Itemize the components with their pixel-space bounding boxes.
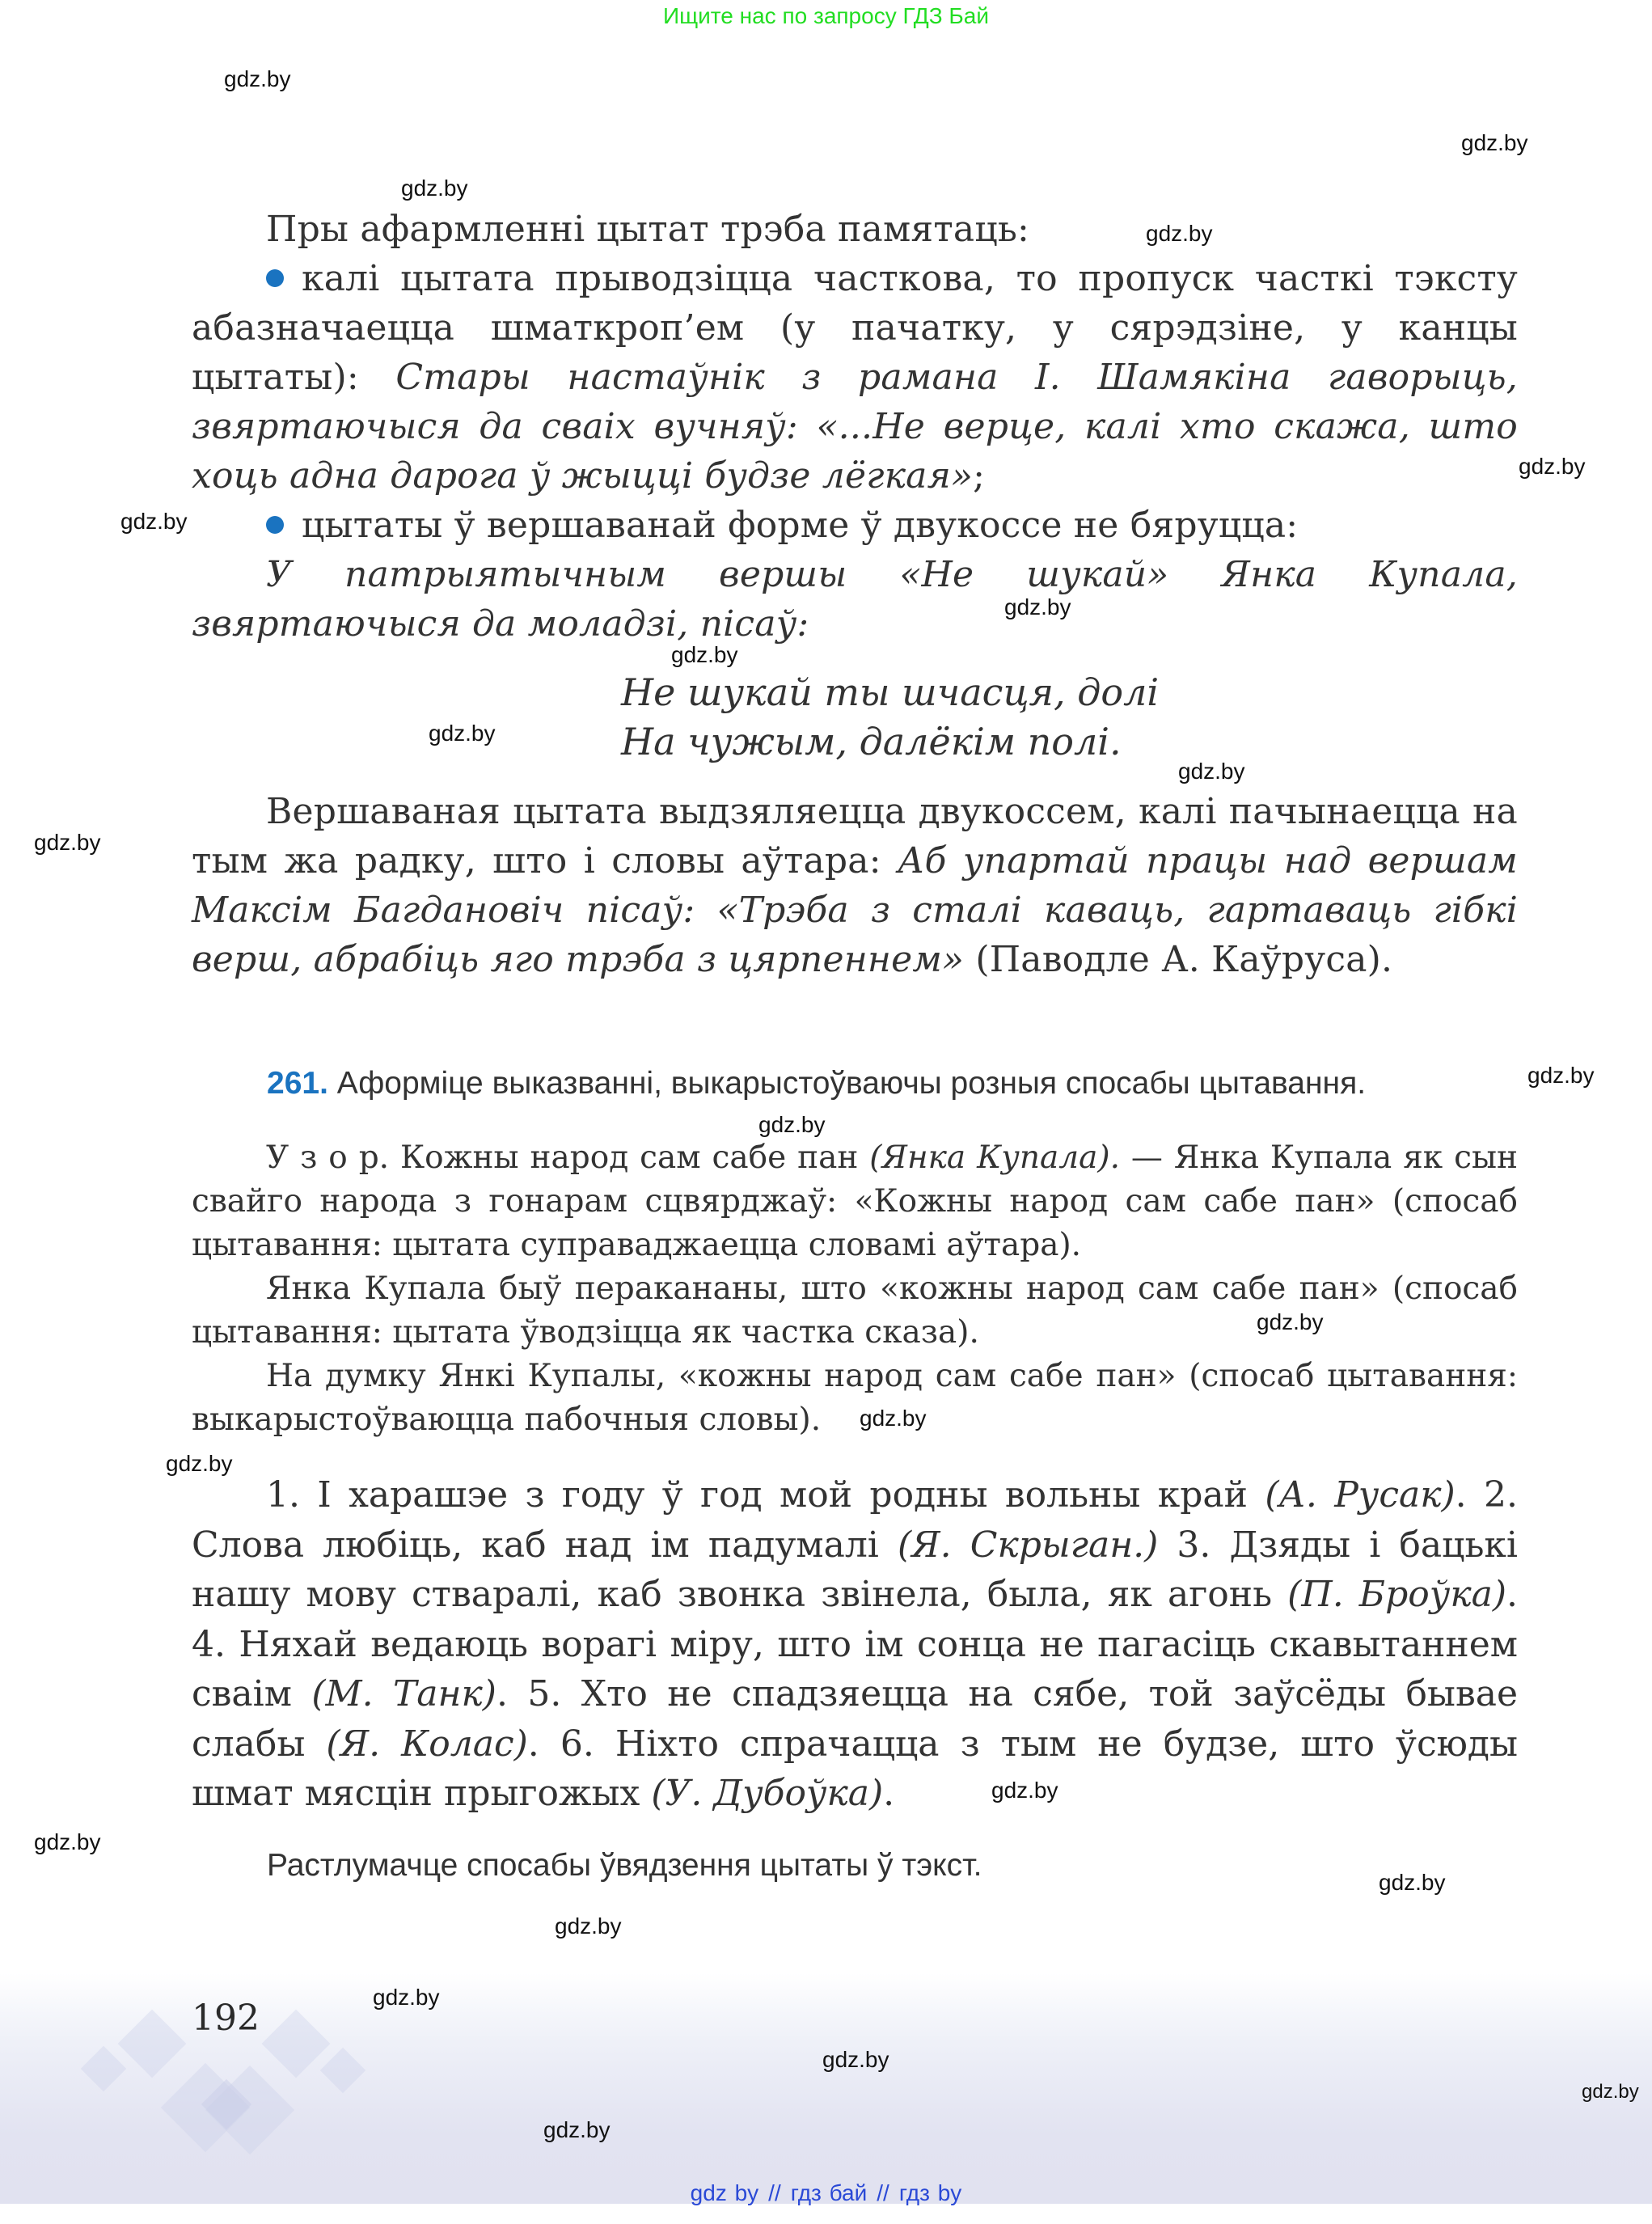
example-quote: У патрыятычным вершы «Не шукай» Янка Купала, звяртаючыся да моладзі, пісаў: [192, 554, 1518, 645]
example-quote: Стары настаўнік з рамана І. Шамякіна гаворыць, звяртаючыся да сваіх вучняў: «...Не верце, калі хто скажа, што хоць адна дарога ў жыцці будзе лёгкая» [192, 357, 1518, 497]
watermark: gdz.by [1582, 2081, 1639, 2103]
page-number: 192 [192, 1998, 260, 2039]
bullet-icon [266, 269, 284, 287]
watermark: gdz.by [1379, 1870, 1446, 1895]
watermark: gdz.by [671, 642, 738, 667]
exercise-sentences [192, 1470, 1518, 1819]
sample-paragraph-3: На думку Янкі Купалы, «кожны народ сам сабе пан» (спосаб цытавання: выкарыстоўваюцца пабочныя словы). [192, 1358, 1518, 1438]
author: (У. Дубоўка) [651, 1773, 884, 1814]
poem-line: Не шукай ты шчасця, долі [621, 670, 1160, 714]
watermark: gdz.by [543, 2117, 611, 2142]
watermark: gdz.by [224, 66, 291, 91]
exercise-instruction: Аформіце выказванні, выкарыстоўваючы розныя спосабы цытавання. [336, 1066, 1367, 1101]
footer-link-gdz-by-cyr[interactable]: гдз by [898, 2180, 962, 2205]
watermark: gdz.by [1178, 759, 1245, 784]
watermark: gdz.by [373, 1985, 440, 2010]
author: (М. Танк) [311, 1673, 496, 1715]
sample-section [192, 1136, 1518, 1442]
example-quote: Аб упартай працы над вершам Максім Багдановіч пісаў: «Трэба з сталі каваць, гартаваць гібкі верш, абрабіць яго трэба з цярпеннем» [192, 840, 1518, 980]
watermark: gdz.by [991, 1778, 1058, 1803]
watermark: gdz.by [1519, 454, 1586, 479]
task-instruction: Растлумачце спосабы ўвядзення цытаты ў тэкст. [267, 1848, 982, 1883]
footer-separator: // [768, 2180, 781, 2205]
watermark: gdz.by [555, 1913, 622, 1939]
watermark: gdz.by [1004, 594, 1071, 619]
sample-paragraph-1: У з о р. Кожны народ сам сабе пан (Янка Купала). — Янка Купала як сын свайго народа з гонарам сцвярджаў: «Кожны народ сам сабе пан» (спосаб цытавання: цытата суправаджаецца словамі аўтара). [192, 1139, 1518, 1263]
sentence: 5. Хто не спадзяецца на сябе, той заўсёды бывае слабы (Я. Колас). [192, 1673, 1518, 1765]
watermark: gdz.by [1527, 1063, 1595, 1088]
watermark: gdz.by [1461, 130, 1528, 155]
sample-label: У з о р. [266, 1139, 390, 1176]
footer-separator: // [877, 2180, 889, 2205]
exercise-number: 261. [267, 1066, 328, 1101]
sentence: 2. Слова любіць, каб над ім падумалі (Я. Скрыган.) [192, 1474, 1519, 1566]
author: (Я. Колас) [326, 1723, 528, 1765]
watermark: gdz.by [758, 1112, 826, 1137]
sentence: 6. Ніхто спрачацца з тым не будзе, што ўсюды шмат мясцін прыгожых (У. Дубоўка). [192, 1723, 1519, 1814]
rule-bullet-2: цытаты ў вершаванай форме ў двукоссе не бяруцца: [192, 501, 1518, 550]
author: (П. Броўка) [1287, 1574, 1506, 1615]
exercise-heading [267, 1066, 1366, 1101]
watermark: gdz.by [429, 721, 496, 746]
watermark: gdz.by [822, 2047, 889, 2072]
sentence: 3. Дзяды і бацькі нашу мову стваралі, каб звонка звінела, была, як агонь (П. Броўка). [192, 1524, 1518, 1615]
sentence: 4. Няхай ведаюць ворагі міру, што ім сонца не пагасіць скавытаннем сваім (М. Танк). [192, 1623, 1518, 1715]
footer-link-gdz-bai[interactable]: гдз бай [790, 2180, 868, 2205]
watermark: gdz.by [1257, 1309, 1324, 1334]
author: (Я. Скрыган.) [897, 1524, 1159, 1566]
search-banner: Ищите нас по запросу ГДЗ Бай [662, 3, 990, 28]
watermark: gdz.by [34, 1829, 101, 1854]
author: (А. Русак) [1265, 1474, 1456, 1516]
watermark: gdz.by [1146, 221, 1213, 246]
source-credit: (Паводле А. Каўруса). [964, 939, 1393, 980]
watermark: gdz.by [860, 1406, 927, 1431]
watermark: gdz.by [120, 509, 188, 534]
watermark: gdz.by [401, 175, 468, 201]
rule-bullet-1: калі цытата прыводзіцца часткова, то пропуск часткі тэксту абазначаецца шматкроп’ем (у пачатку, у сярэдзіне, у канцы цытаты): Стары настаўнік з рамана І. Шамякіна гаворыць, звяртаючыся да сваіх вучняў: «...Не верце, калі хто скажа, што хоць адна дарога ў жыцці будзе лёгкая»; [192, 258, 1518, 497]
poem-quote [621, 668, 1159, 767]
footer-links [0, 2180, 1652, 2206]
footer-link-gdz-by[interactable]: gdz by [690, 2180, 759, 2205]
verse-quote-rule: Вершаваная цытата выдзяляецца двукоссем, калі пачынаецца на тым жа радку, што і словы аўтара: Аб упартай працы над вершам Максім Багдановіч пісаў: «Трэба з сталі каваць, гартаваць гібкі верш, абрабіць яго трэба з цярпеннем» (Паводле А. Каўруса). [192, 791, 1518, 980]
sample-paragraph-2: Янка Купала быў перакананы, што «кожны народ сам сабе пан» (спосаб цытавання: цытата ўводзіцца як частка сказа). [192, 1271, 1518, 1351]
theory-intro: Пры афармленні цытат трэба памятаць: [266, 209, 1030, 250]
sentence: 1. І харашэе з году ў год мой родны вольны край (А. Русак). [266, 1474, 1467, 1516]
theory-section [192, 205, 1518, 649]
bullet-icon [266, 516, 284, 534]
poem-line: На чужым, далёкім полі. [621, 720, 1122, 763]
watermark: gdz.by [166, 1451, 233, 1476]
watermark: gdz.by [34, 830, 101, 855]
